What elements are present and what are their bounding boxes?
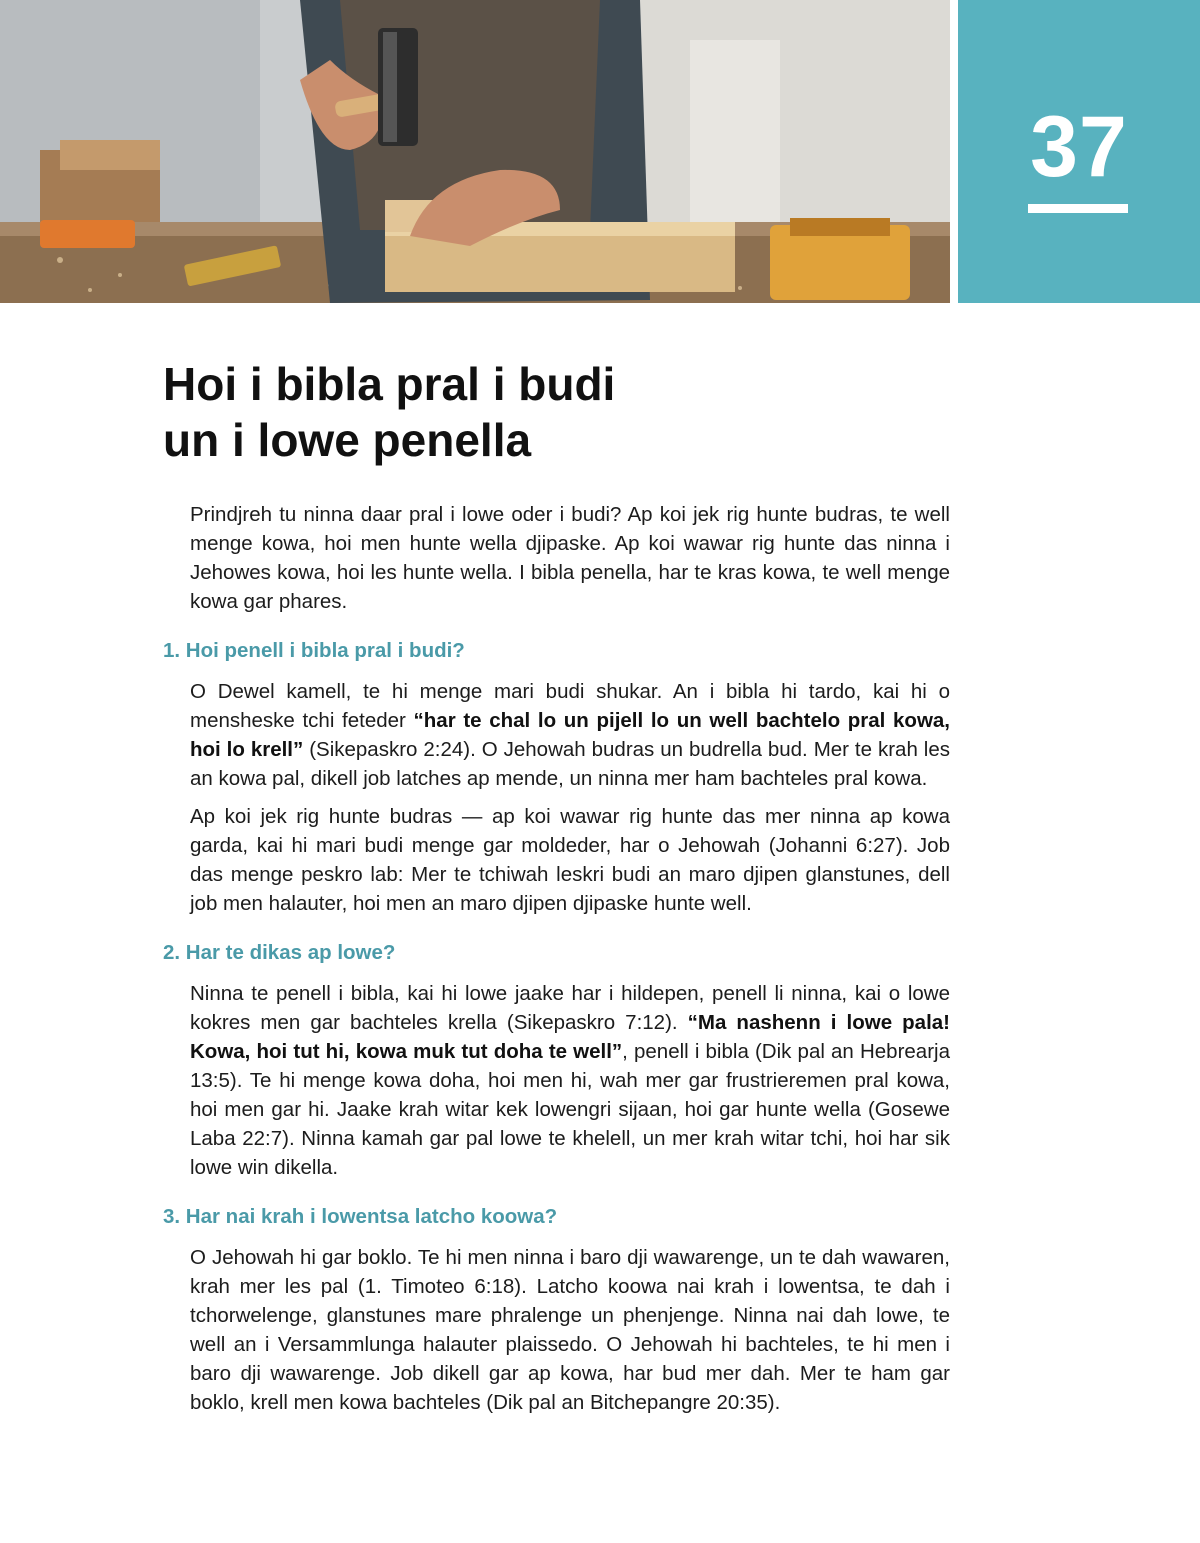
text-run: O Dewel kamell, te hi menge mari budi shukar. An i bibla hi tardo, kai hi o mensheske tchi feteder	[190, 680, 950, 732]
section-heading-3: 3. Har nai krah i lowentsa latcho koowa?	[163, 1205, 558, 1228]
section-2-paragraph-1	[190, 979, 950, 1182]
page-title	[163, 356, 923, 468]
carpenter-illustration	[0, 0, 950, 303]
text-run: (Sikepaskro 2:24). O Jehowah budras un budrella bud. Mer te krah les an kowa pal, dikell job latches ap mende, un ninna mer ham bachteles pral kowa.	[190, 738, 950, 790]
section-1-paragraph-1	[190, 677, 950, 793]
lesson-number-tab	[958, 0, 1200, 303]
lesson-content	[163, 500, 953, 1417]
text-run: O Jehowah hi gar boklo. Te hi men ninna i baro dji wawarenge, un te dah wawaren, krah mer les pal (1. Timoteo 6:18). Latcho koowa nai krah i lowentsa, te dah i tchorwelenge, glanstunes mare phralenge un phenjenge. Ninna nai dah lowe, te well an i Versammlunga halauter plaissedo. O Jehowah hi bachteles, te hi men i baro dji wawarenge. Job dikell gar ap kowa, har bud mer dah. Mer te ham gar boklo, krell men kowa bachteles (Dik pal an Bitchepangre 20:35).	[190, 1246, 950, 1414]
section-heading-1: 1. Hoi penell i bibla pral i budi?	[163, 639, 465, 662]
section-3-paragraph-1	[190, 1243, 950, 1417]
lesson-number-underline	[1028, 204, 1128, 213]
intro-paragraph: Prindjreh tu ninna daar pral i lowe oder i budi? Ap koi jek rig hunte budras, te well menge kowa, hoi men hunte wella djipaske. Ap koi wawar rig hunte das ninna i Jehowes kowa, hoi les hunte wella. I bibla penella, har te kras kowa, te well menge kowa gar phares.	[190, 503, 950, 613]
page-title-line1: Hoi i bibla pral i budi	[163, 358, 616, 410]
page-title-line2: un i lowe penella	[163, 414, 532, 466]
lesson-number: 37	[1030, 99, 1128, 195]
text-run: Ninna te penell i bibla, kai hi lowe jaake har i hildepen, penell li ninna, kai o lowe kokres men gar bachteles krella (Sikepaskro 7:12).	[190, 982, 950, 1034]
quote-bold: “har te chal lo un pijell lo un well bachtelo pral kowa, hoi lo krell”	[190, 709, 950, 761]
text-run: , penell i bibla (Dik pal an Hebrearja 13:5). Te hi menge kowa doha, hoi men hi, wah mer gar frustrieremen pral kowa, hoi men gar hi. Jaake krah witar kek lowengri sijaan, hoi gar hunte wella (Gosewe Laba 22:7). Ninna kamah gar pal lowe te khelell, un mer krah witar tchi, hoi har sik lowe win dikella.	[190, 1040, 950, 1179]
section-heading-2: 2. Har te dikas ap lowe?	[163, 941, 396, 964]
quote-bold: “Ma nashenn i lowe pala! Kowa, hoi tut hi, kowa muk tut doha te well”	[190, 1011, 950, 1063]
section-1-paragraph-2: Ap koi jek rig hunte budras — ap koi wawar rig hunte das mer ninna ap kowa garda, kai hi mari budi menge gar moldeder, har o Jehowah (Johanni 6:27). Job das menge peskro lab: Mer te tchiwah leskri budi an maro djipen glanstunes, dell job men halauter, hoi men an maro djipen djipaske hunte well.	[190, 805, 950, 915]
header-photo	[0, 0, 950, 303]
